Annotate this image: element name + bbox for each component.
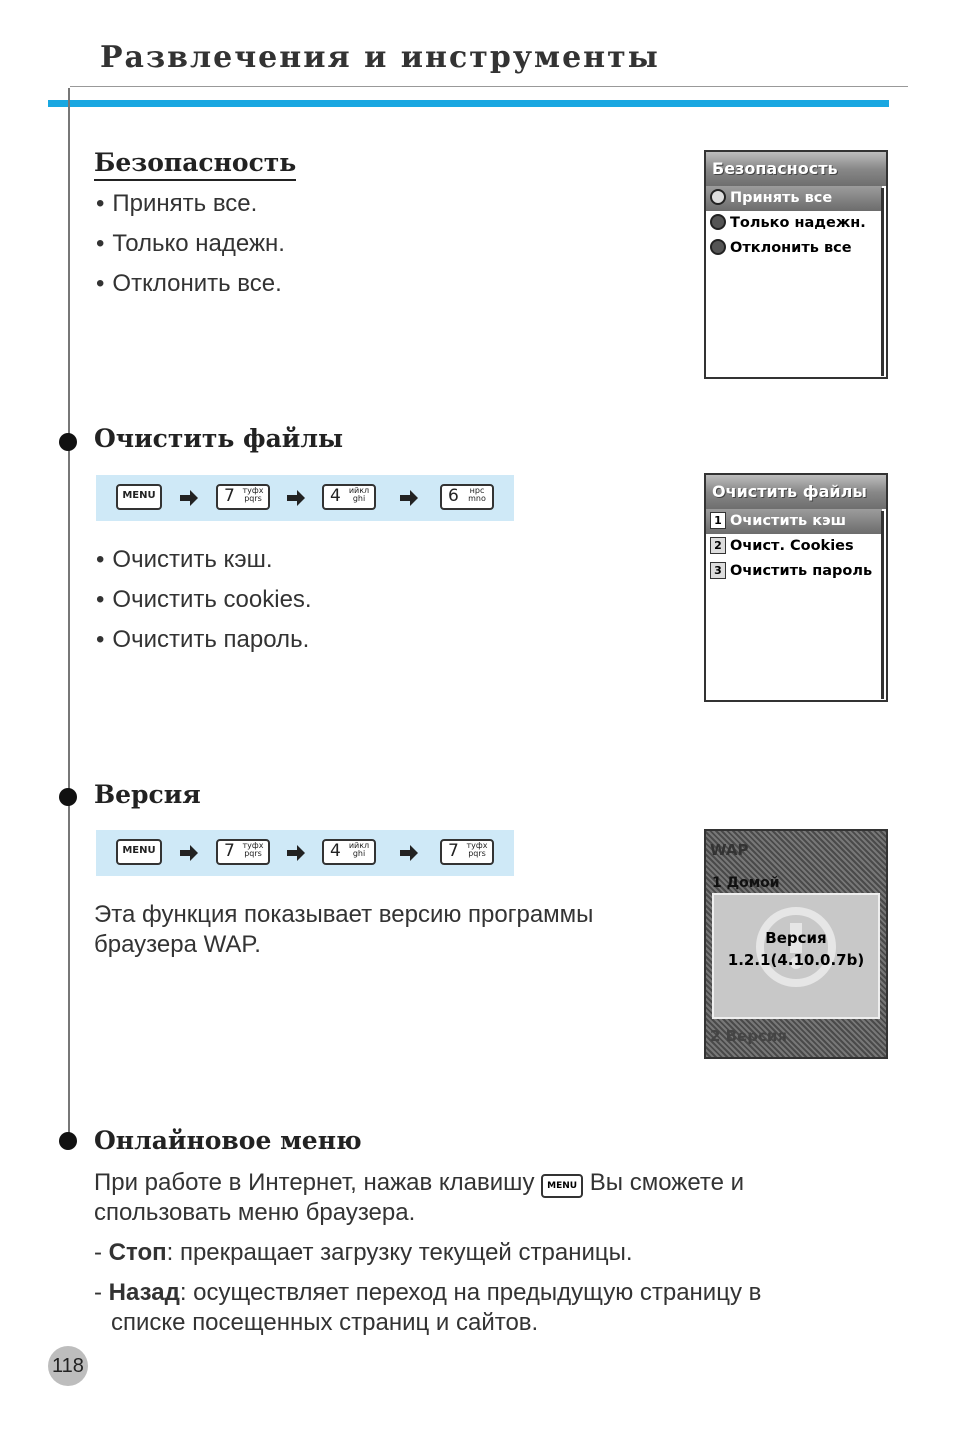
menu-key-icon: MENU — [116, 839, 162, 865]
section-bullet — [59, 788, 77, 806]
back-description: - Назад: осуществляет переход на предыдущую страницу в списке посещенных страниц и сайтов. — [94, 1279, 762, 1336]
arrow-right-icon — [179, 843, 199, 863]
menu-key-icon: MENU — [116, 484, 162, 510]
radio-icon — [710, 239, 726, 255]
screen-option: 2 Версия — [710, 1027, 788, 1045]
title-accent-bar — [48, 100, 889, 107]
version-heading: Версия — [94, 780, 201, 809]
arrow-right-icon — [286, 843, 306, 863]
list-item: • Очистить кэш. — [96, 545, 312, 585]
version-popup — [712, 893, 880, 1019]
screen-title: Очистить файлы — [706, 475, 886, 509]
page-title: Развлечения и инструменты — [100, 40, 660, 75]
online-menu-heading: Онлайновое меню — [94, 1126, 362, 1155]
list-item: • Принять все. — [96, 189, 285, 229]
screen-option: Только надежн. — [706, 211, 886, 236]
screen-option: 3 Очистить пароль — [706, 559, 886, 584]
key-7-icon: 7 туфх pqrs — [440, 839, 494, 865]
title-rule — [70, 86, 908, 87]
screen-option: 2 Очист. Cookies — [706, 534, 886, 559]
key-6-icon: 6 нрс mno — [440, 484, 494, 510]
security-options-list — [96, 189, 285, 309]
screen-title: WAP — [710, 841, 749, 859]
version-number: 1.2.1(4.10.0.7b) — [727, 951, 865, 969]
key-7-icon: 7 туфх pqrs — [216, 839, 270, 865]
page-number: 118 — [48, 1346, 88, 1386]
key-sequence — [96, 830, 514, 876]
list-item: • Очистить cookies. — [96, 585, 312, 625]
key-4-icon: 4 ийкл ghi — [322, 484, 376, 510]
screen-option: 1 Домой — [712, 875, 780, 891]
list-item: • Только надежн. — [96, 229, 285, 269]
margin-rule — [68, 88, 70, 1135]
section-bullet — [59, 1132, 77, 1150]
stop-description: - Стоп: прекращает загрузку текущей страницы. — [94, 1239, 633, 1266]
version-screen — [704, 829, 888, 1059]
popup-label: Версия — [765, 929, 827, 947]
screen-option: 1 Очистить кэш — [706, 509, 882, 534]
section-bullet — [59, 433, 77, 451]
list-item: • Очистить пароль. — [96, 625, 312, 665]
arrow-right-icon — [286, 488, 306, 508]
arrow-right-icon — [399, 843, 419, 863]
security-screen — [704, 150, 888, 379]
screen-option: Принять все — [706, 186, 882, 211]
stop-term: Стоп — [108, 1239, 167, 1266]
list-item: • Отклонить все. — [96, 269, 285, 309]
screen-option: Отклонить все — [706, 236, 886, 261]
arrow-right-icon — [179, 488, 199, 508]
arrow-right-icon — [399, 488, 419, 508]
scrollbar — [881, 511, 884, 699]
key-7-icon: 7 туфх pqrs — [216, 484, 270, 510]
scrollbar — [881, 188, 884, 376]
version-description: Эта функция показывает версию программы браузера WAP. — [94, 901, 594, 958]
clear-files-list — [96, 545, 312, 665]
clear-files-screen — [704, 473, 888, 702]
clear-files-heading: Очистить файлы — [94, 424, 344, 453]
radio-selected-icon — [710, 189, 726, 205]
back-term: Назад — [108, 1279, 180, 1306]
key-4-icon: 4 ийкл ghi — [322, 839, 376, 865]
menu-key-icon: MENU — [541, 1174, 583, 1198]
info-icon — [756, 907, 836, 987]
key-sequence — [96, 475, 514, 521]
security-heading: Безопасность — [94, 148, 296, 181]
screen-title: Безопасность — [706, 152, 886, 186]
online-menu-intro: При работе в Интернет, нажав клавишу MENU Вы сможете и спользовать меню браузера. — [94, 1169, 745, 1226]
radio-icon — [710, 214, 726, 230]
